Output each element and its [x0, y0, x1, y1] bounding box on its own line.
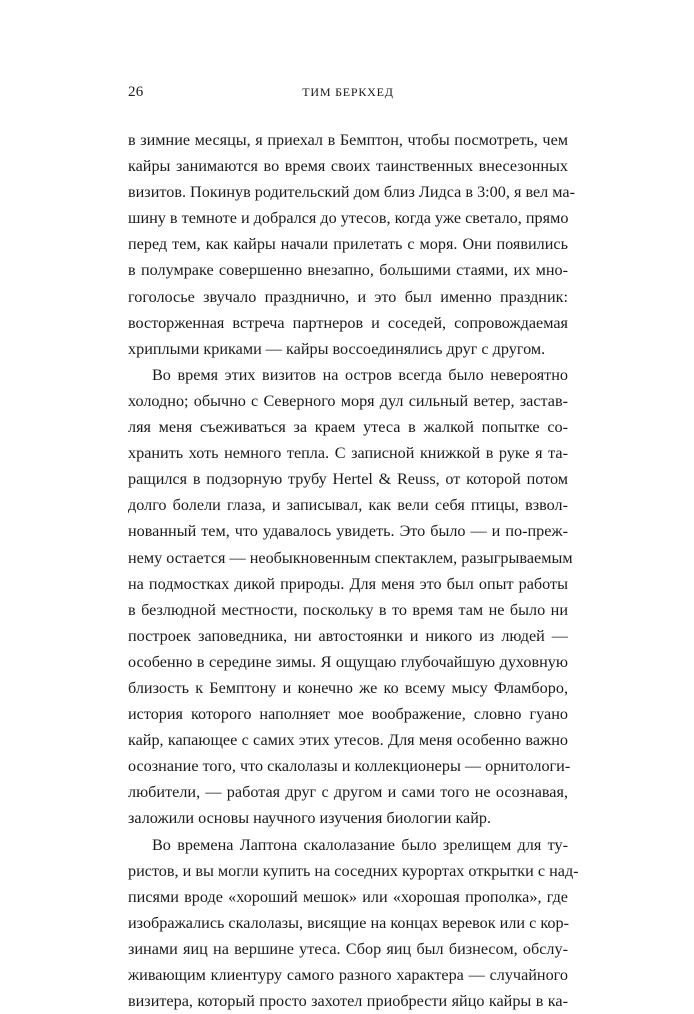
- text-line: зинами яиц на вершине утеса. Сбор яиц был бизнесом, обслу-: [128, 939, 568, 958]
- text-line: долго болели глаза, и записывал, как вели себя птицы, взвол-: [128, 496, 568, 515]
- text-line: близость к Бемптону и конечно же ко всему мысу Фламборо,: [128, 678, 568, 697]
- text-line: построек заповедника, ни автостоянки и никого из людей —: [128, 626, 568, 645]
- text-line: кайры занимаются во время своих таинственных внесезонных: [128, 157, 568, 176]
- text-line: хранить хоть немного тепла. С записной книжкой в руке я та-: [128, 444, 568, 463]
- text-line: нованный тем, что удавалось увидеть. Это было — и по-преж-: [128, 522, 568, 541]
- running-title: ТИМ БЕРКХЕД: [302, 85, 394, 99]
- text-line: Во время этих визитов на остров всегда было невероятно: [152, 365, 568, 384]
- text-line: перед тем, как кайры начали прилетать с моря. Они появились: [128, 235, 568, 254]
- text-line: нему остается — необыкновенным спектаклем, разыгрываемым: [128, 548, 573, 567]
- text-line: в зимние месяцы, я приехал в Бемптон, чтобы посмотреть, чем: [128, 131, 568, 149]
- page-number: 26: [128, 84, 144, 100]
- text-line: живающим клиентуру самого разного характера — случайного: [128, 966, 568, 984]
- text-line: визитов. Покинув родительский дом близ Лидса в 3:00, я вел ма-: [128, 183, 576, 202]
- text-line: любители, — работая друг с другом и сами того не осознавая,: [128, 783, 568, 802]
- text-line: в безлюдной местности, поскольку в то время там не было ни: [128, 600, 568, 619]
- text-line: Во времена Лаптона скалолазание было зрелищем для ту-: [152, 835, 568, 854]
- text-line: шину в темноте и добрался до утесов, когда уже светало, прямо: [128, 209, 569, 228]
- text-line: кайр, капающее с самих этих утесов. Для меня особенно важно: [128, 731, 568, 750]
- text-line: изображались скалолазы, висящие на концах веревок или с кор-: [128, 913, 569, 932]
- text-line: в полумраке совершенно внезапно, большими стаями, их мно-: [128, 261, 568, 280]
- text-line: писями вроде «хороший мешок» или «хорошая прополка», где: [128, 887, 568, 906]
- text-line: хриплыми криками — кайры воссоединялись друг с другом.: [128, 339, 546, 358]
- text-line: холодно; обычно с Северного моря дул сильный ветер, застав-: [128, 391, 568, 410]
- running-header: [128, 84, 568, 104]
- text-line: на подмостках дикой природы. Для меня это был опыт работы: [128, 574, 568, 593]
- text-line: гоголосье звучало празднично, и это был именно праздник:: [128, 287, 568, 306]
- text-line: восторженная встреча партнеров и соседей, сопровождаемая: [128, 313, 568, 332]
- text-line: особенно в середине зимы. Я ощущаю глубочайшую духовную: [128, 652, 568, 671]
- body-text: [128, 127, 579, 1014]
- text-line: ляя меня съеживаться за краем утеса в жалкой попытке со-: [128, 418, 568, 437]
- text-line: история которого наполняет мое воображение, словно гуано: [128, 705, 568, 724]
- text-line: визитера, который просто захотел приобрести яйцо кайры в ка-: [128, 992, 568, 1011]
- text-line: осознание того, что скалолазы и коллекционеры — орнитологи-: [128, 757, 571, 776]
- text-line: ращился в подзорную трубу Hertel & Reuss, от которой потом: [128, 470, 568, 489]
- text-line: ристов, и вы могли купить на соседних курортах открытки с над-: [128, 861, 579, 880]
- text-line: заложили основы научного изучения биологии кайр.: [128, 809, 492, 828]
